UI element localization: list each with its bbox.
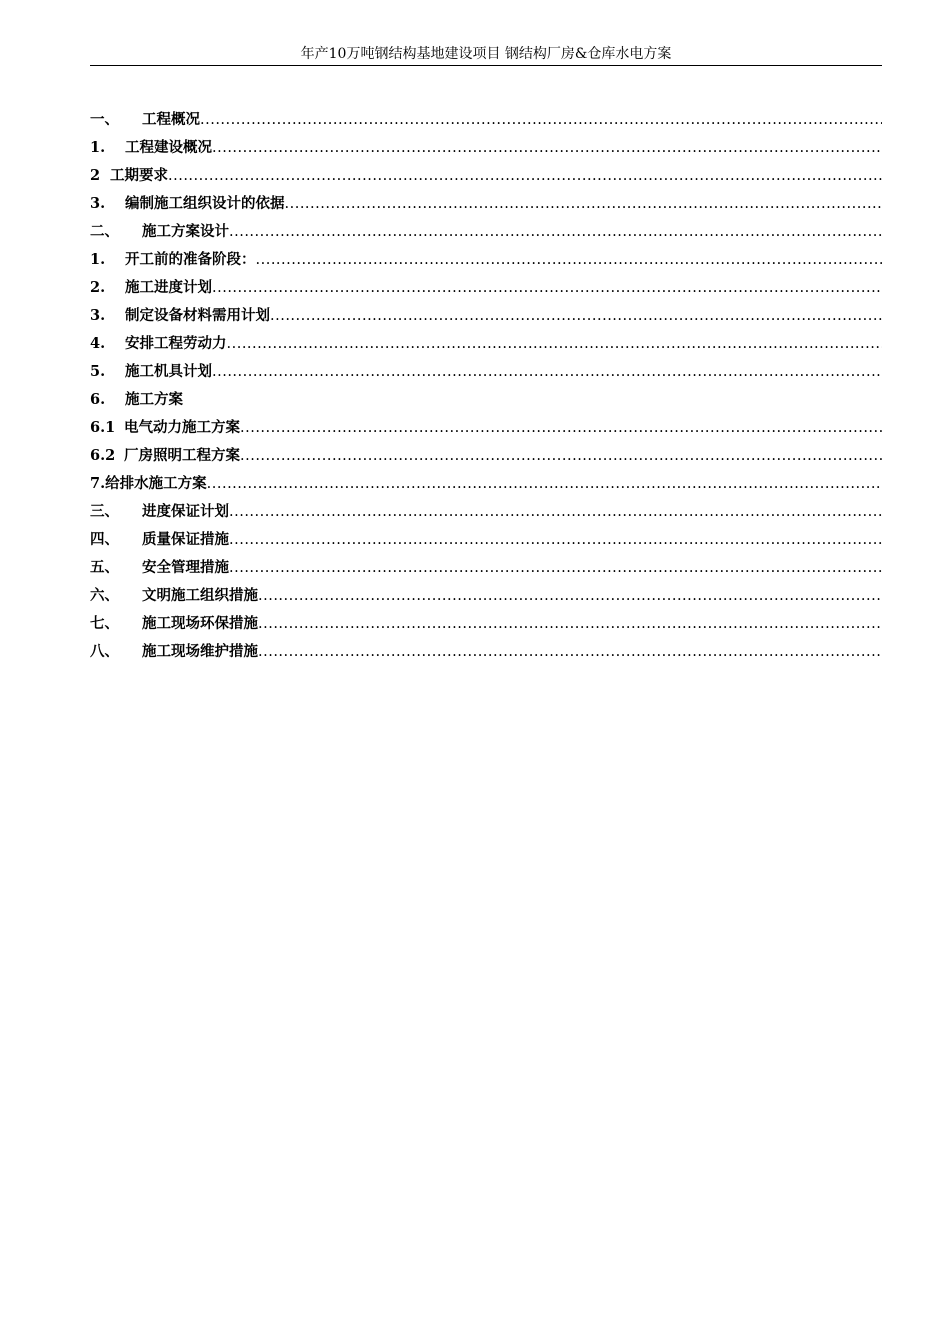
toc-entry-title: 编制施工组织设计的依据 xyxy=(125,195,285,212)
toc-entry-title: 文明施工组织措施 xyxy=(142,587,258,604)
toc-entry[interactable] xyxy=(90,164,882,192)
toc-entry-number: 一、 xyxy=(90,111,119,128)
toc-entry[interactable] xyxy=(90,248,882,276)
toc-entry-title: 开工前的准备阶段： xyxy=(125,251,256,268)
toc-dot-leader xyxy=(200,112,882,128)
toc-entry[interactable] xyxy=(90,136,882,164)
toc-dot-leader xyxy=(168,168,882,184)
toc-entry[interactable] xyxy=(90,612,882,640)
toc-entry-title: 施工机具计划 xyxy=(125,363,212,380)
toc-entry-title: 施工现场维护措施 xyxy=(142,643,258,660)
toc-dot-leader xyxy=(229,532,882,548)
toc-dot-leader xyxy=(285,196,883,212)
header-title: 年产10万吨钢结构基地建设项目 钢结构厂房&仓库水电方案 xyxy=(300,46,672,62)
toc-entry-number: 二、 xyxy=(90,223,119,240)
toc-dot-leader xyxy=(229,560,882,576)
toc-entry[interactable] xyxy=(90,472,882,500)
toc-entry-title: 施工进度计划 xyxy=(125,279,212,296)
toc-entry[interactable] xyxy=(90,108,882,136)
toc-entry[interactable] xyxy=(90,360,882,388)
toc-entry[interactable] xyxy=(90,584,882,612)
toc-dot-leader xyxy=(258,616,882,632)
toc-dot-leader xyxy=(207,476,882,492)
toc-dot-leader xyxy=(212,280,882,296)
toc-entry[interactable] xyxy=(90,528,882,556)
toc-entry-number: 五、 xyxy=(90,559,119,576)
toc-entry-title: 进度保证计划 xyxy=(142,503,229,520)
toc-entry[interactable] xyxy=(90,556,882,584)
toc-dot-leader xyxy=(229,504,882,520)
toc-entry-title: 施工现场环保措施 xyxy=(142,615,258,632)
toc-entry-number: 6.2 xyxy=(90,447,116,464)
page-header xyxy=(90,44,882,66)
toc-dot-leader xyxy=(240,448,882,464)
toc-dot-leader xyxy=(270,308,882,324)
toc-entry-number: 5. xyxy=(90,363,106,380)
toc-entry-title: 工期要求 xyxy=(110,167,168,184)
toc-dot-leader xyxy=(212,364,882,380)
toc-entry-title: 工程概况 xyxy=(142,111,200,128)
toc-entry-title: 施工方案 xyxy=(125,391,183,408)
toc-entry-number: 3. xyxy=(90,307,106,324)
toc-entry-title: 工程建设概况 xyxy=(125,139,212,156)
toc-dot-leader xyxy=(227,336,883,352)
toc-entry[interactable] xyxy=(90,220,882,248)
toc-dot-leader xyxy=(229,224,882,240)
toc-entry-number: 2. xyxy=(90,279,106,296)
toc-dot-leader xyxy=(258,588,882,604)
toc-entry[interactable] xyxy=(90,304,882,332)
toc-entry[interactable] xyxy=(90,500,882,528)
toc-entry-title: 安全管理措施 xyxy=(142,559,229,576)
toc-entry[interactable] xyxy=(90,444,882,472)
toc-entry-number: 3. xyxy=(90,195,106,212)
toc-dot-leader xyxy=(258,644,882,660)
toc-entry-number: 1. xyxy=(90,251,106,268)
toc-entry[interactable] xyxy=(90,192,882,220)
toc-entry[interactable] xyxy=(90,332,882,360)
toc-entry-title: 厂房照明工程方案 xyxy=(124,447,240,464)
toc-entry-title: 安排工程劳动力 xyxy=(125,335,227,352)
toc-entry-number: 八、 xyxy=(90,643,119,660)
toc-entry-title: 制定设备材料需用计划 xyxy=(125,307,270,324)
toc-entry-number: 2 xyxy=(90,167,101,184)
toc-entry-title: 给排水施工方案 xyxy=(105,475,207,492)
toc-entry-title: 质量保证措施 xyxy=(142,531,229,548)
toc-entry-number: 7. xyxy=(90,475,106,492)
toc-entry-number: 6. xyxy=(90,391,106,408)
toc-dot-leader xyxy=(256,252,883,268)
toc-entry-number: 七、 xyxy=(90,615,119,632)
toc-dot-leader xyxy=(212,140,882,156)
toc-entry[interactable] xyxy=(90,640,882,668)
toc-entry-number: 六、 xyxy=(90,587,119,604)
toc-entry-number: 6.1 xyxy=(90,419,116,436)
toc-entry[interactable] xyxy=(90,416,882,444)
toc-entry-number: 三、 xyxy=(90,503,119,520)
toc-entry-number: 四、 xyxy=(90,531,119,548)
toc-entry-number: 4. xyxy=(90,335,106,352)
toc-entry-number: 1. xyxy=(90,139,106,156)
toc-entry-title: 电气动力施工方案 xyxy=(124,419,240,436)
toc-entry-title: 施工方案设计 xyxy=(142,223,229,240)
toc-entry[interactable] xyxy=(90,388,882,416)
table-of-contents xyxy=(90,108,882,668)
toc-entry[interactable] xyxy=(90,276,882,304)
toc-dot-leader xyxy=(240,420,882,436)
